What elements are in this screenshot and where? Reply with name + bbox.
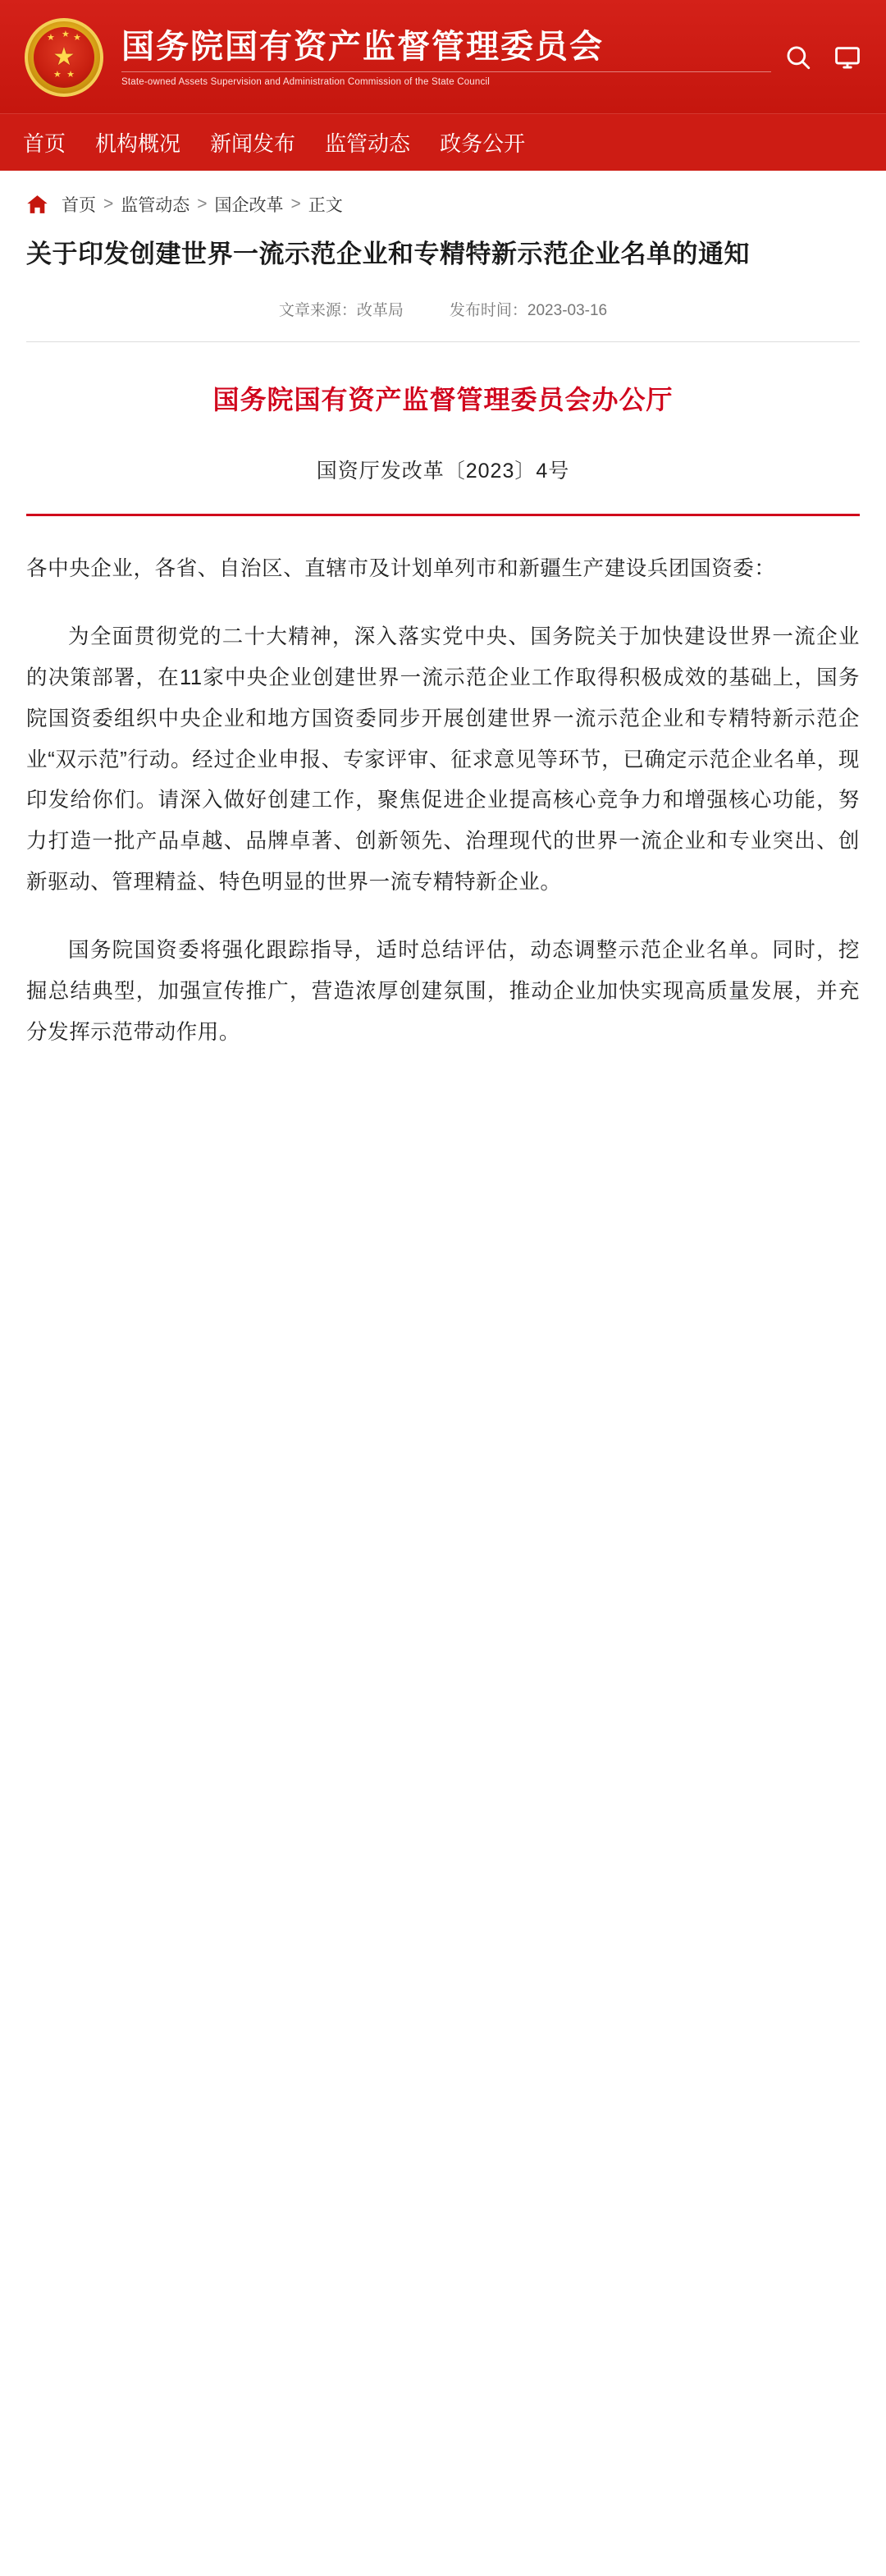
national-emblem-icon: ★ ★ ★ ★ ★ ★ [25,18,103,97]
document-red-divider [26,514,860,516]
document-paragraph: 为全面贯彻党的二十大精神，深入落实党中央、国务院关于加快建设世界一流企业的决策部署，在11家中央企业创建世界一流示范企业工作取得积极成效的基础上，国务院国资委组织中央企业和地方国资委同步开展创建世界一流示范企业和专精特新示范企业“双示范”行动。经过企业申报、专家评审、征求意见等环节，已确定示范企业名单，现印发给你们。请深入做好创建工作，聚焦促进企业提高核心竞争力和增强核心功能，努力打造一批产品卓越、品牌卓著、创新领先、治理现代的世界一流企业和专业突出、创新驱动、管理精益、特色明显的世界一流专精特新企业。 [26,625,860,894]
breadcrumb-separator: > [197,194,208,213]
main-nav [0,113,886,171]
article-date-label: 发布时间： [449,301,527,319]
document-paragraph: 国务院国资委将强化跟踪指导，适时总结评估，动态调整示范企业名单。同时，挖掘总结典型，加强宣传推广，营造浓厚创建氛围，推动企业加快实现高质量发展，并充分发挥示范带动作用。 [26,939,860,1044]
article-date-value: 2023-03-16 [527,301,608,319]
bottom-spacer [26,1082,860,1114]
breadcrumb-item-regulation[interactable]: 监管动态 [121,196,190,215]
nav-item-home[interactable]: 首页 [23,131,66,156]
breadcrumb [0,171,886,235]
home-icon[interactable] [26,194,48,214]
monitor-icon[interactable] [833,43,861,71]
nav-item-overview[interactable]: 机构概况 [95,131,181,156]
nav-item-regulation[interactable]: 监管动态 [325,131,411,156]
header-actions [779,43,861,71]
breadcrumb-separator: > [290,194,301,213]
search-icon[interactable] [784,43,812,71]
article-source-label: 文章来源： [278,301,357,319]
nav-item-news[interactable]: 新闻发布 [210,131,296,156]
breadcrumb-item-current: 正文 [308,196,343,215]
site-title: 国务院国有资产监督管理委员会 [121,28,604,65]
document-issuer: 国务院国有资产监督管理委员会办公厅 [212,384,674,414]
article-meta [26,298,860,341]
emblem-star-icon: ★ [53,43,75,71]
article-date [450,298,607,320]
page-title: 关于印发创建世界一流示范企业和专精特新示范企业名单的通知 [26,240,750,268]
site-subtitle: State-owned Assets Supervision and Administration Commission of the State Council [121,71,771,87]
site-title-block [121,29,779,87]
nav-item-affairs[interactable]: 政务公开 [440,131,526,156]
article [0,236,886,1114]
document-salutation: 各中央企业，各省、自治区、直辖市及计划单列市和新疆生产建设兵团国资委： [26,556,776,580]
site-header [0,0,886,113]
breadcrumb-item-home[interactable]: 首页 [62,196,96,215]
meta-divider [26,341,860,342]
breadcrumb-item-reform[interactable]: 国企改革 [214,196,284,215]
article-source [279,298,404,320]
breadcrumb-separator: > [103,194,114,213]
article-source-value: 改革局 [356,301,404,319]
document-number: 国资厅发改革〔2023〕4号 [316,459,570,483]
